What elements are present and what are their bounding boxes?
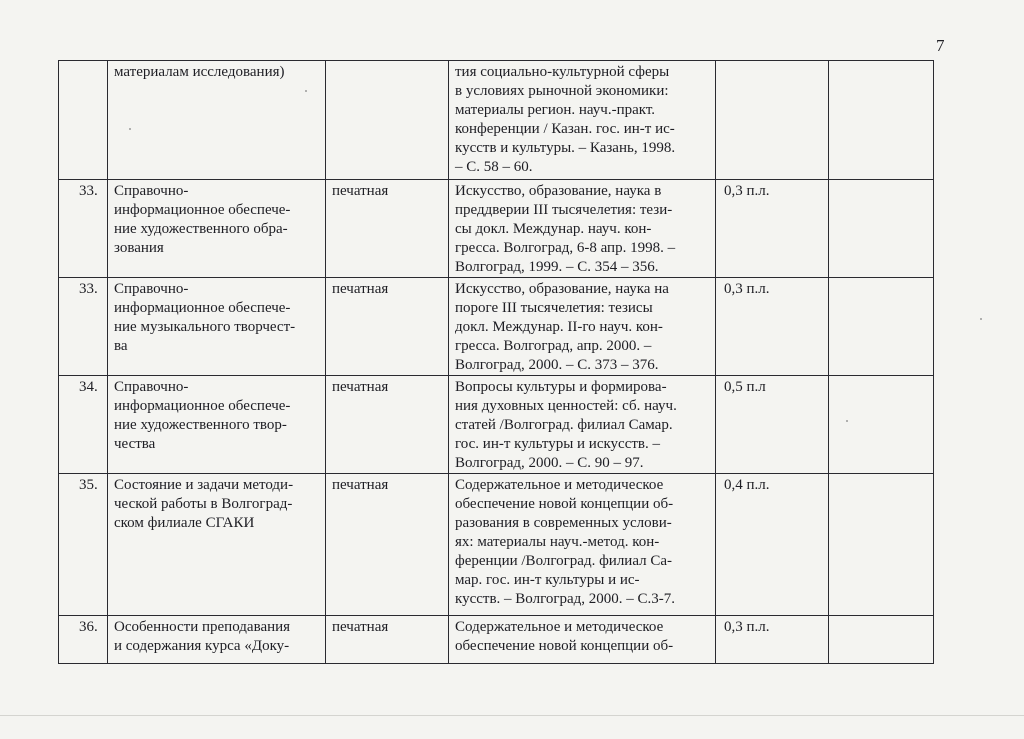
title-line: ние художественного обра- xyxy=(114,221,288,237)
scan-speck xyxy=(846,420,848,422)
source-cell xyxy=(449,180,716,278)
row-number-cell: 36. xyxy=(59,616,108,664)
title-line: материалам исследования) xyxy=(114,64,285,80)
source-line: ях: материалы науч.-метод. кон- xyxy=(455,534,660,550)
source-line: Искусство, образование, наука в xyxy=(455,183,662,199)
source-cell xyxy=(449,61,716,180)
title-cell xyxy=(108,616,326,664)
title-line: ние художественного твор- xyxy=(114,417,287,433)
source-line: статей /Волгоград. филиал Самар. xyxy=(455,417,673,433)
coauthors-cell xyxy=(829,616,934,664)
table-row xyxy=(59,61,934,180)
form-cell: печатная xyxy=(326,474,449,616)
table-row xyxy=(59,616,934,664)
title-line: чества xyxy=(114,436,156,452)
table-row xyxy=(59,180,934,278)
form-cell: печатная xyxy=(326,278,449,376)
source-line: Искусство, образование, наука на xyxy=(455,281,669,297)
source-line: гос. ин-т культуры и искусств. – xyxy=(455,436,661,452)
source-cell xyxy=(449,474,716,616)
source-line: обеспечение новой концепции об- xyxy=(455,638,674,654)
form-cell: печатная xyxy=(326,616,449,664)
row-number-cell xyxy=(59,61,108,180)
scan-speck xyxy=(980,318,982,320)
title-line: ческой работы в Волгоград- xyxy=(114,496,293,512)
source-line: обеспечение новой концепции об- xyxy=(455,496,674,512)
table-row xyxy=(59,278,934,376)
source-line: тия социально-культурной сферы xyxy=(455,64,670,80)
title-line: Справочно- xyxy=(114,281,189,297)
volume-cell: 0,4 п.л. xyxy=(716,474,829,616)
table-row xyxy=(59,376,934,474)
volume-cell: 0,3 п.л. xyxy=(716,616,829,664)
coauthors-cell xyxy=(829,474,934,616)
scan-speck xyxy=(305,90,307,92)
title-cell xyxy=(108,61,326,180)
source-line: в условиях рыночной экономики: xyxy=(455,83,669,99)
table-row xyxy=(59,474,934,616)
title-line: информационное обеспече- xyxy=(114,398,291,414)
form-cell xyxy=(326,61,449,180)
coauthors-cell xyxy=(829,278,934,376)
coauthors-cell xyxy=(829,180,934,278)
row-number-cell: 33. xyxy=(59,278,108,376)
form-cell: печатная xyxy=(326,180,449,278)
row-number-cell: 33. xyxy=(59,180,108,278)
source-line: Волгоград, 2000. – С. 90 – 97. xyxy=(455,455,644,471)
title-line: зования xyxy=(114,240,164,256)
scan-speck xyxy=(129,128,131,130)
source-line: разования в современных услови- xyxy=(455,515,672,531)
row-number-cell: 35. xyxy=(59,474,108,616)
scan-edge-line xyxy=(0,715,1024,716)
source-cell xyxy=(449,616,716,664)
source-line: ния духовных ценностей: сб. науч. xyxy=(455,398,677,414)
title-line: ском филиале СГАКИ xyxy=(114,515,255,531)
source-line: конференции / Казан. гос. ин-т ис- xyxy=(455,121,675,137)
source-line: Вопросы культуры и формирова- xyxy=(455,379,667,395)
title-line: ние музыкального творчест- xyxy=(114,319,296,335)
title-line: Справочно- xyxy=(114,183,189,199)
title-cell xyxy=(108,180,326,278)
form-cell: печатная xyxy=(326,376,449,474)
source-line: Содержательное и методическое xyxy=(455,619,664,635)
title-line: ва xyxy=(114,338,128,354)
source-line: гресса. Волгоград, апр. 2000. – xyxy=(455,338,652,354)
volume-cell xyxy=(716,61,829,180)
title-line: Справочно- xyxy=(114,379,189,395)
title-line: Особенности преподавания xyxy=(114,619,291,635)
title-line: информационное обеспече- xyxy=(114,300,291,316)
source-cell xyxy=(449,278,716,376)
source-line: Содержательное и методическое xyxy=(455,477,664,493)
source-cell xyxy=(449,376,716,474)
title-cell xyxy=(108,474,326,616)
source-line: докл. Междунар. II-го науч. кон- xyxy=(455,319,663,335)
source-line: ференции /Волгоград. филиал Са- xyxy=(455,553,673,569)
publications-table xyxy=(58,60,934,664)
title-cell xyxy=(108,278,326,376)
source-line: – С. 58 – 60. xyxy=(455,159,533,175)
source-line: кусств и культуры. – Казань, 1998. xyxy=(455,140,676,156)
source-line: кусств. – Волгоград, 2000. – С.3-7. xyxy=(455,591,676,607)
source-line: Волгоград, 1999. – С. 354 – 356. xyxy=(455,259,659,275)
source-line: материалы регион. науч.-практ. xyxy=(455,102,656,118)
title-cell xyxy=(108,376,326,474)
volume-cell: 0,3 п.л. xyxy=(716,278,829,376)
volume-cell: 0,5 п.л xyxy=(716,376,829,474)
volume-cell: 0,3 п.л. xyxy=(716,180,829,278)
title-line: информационное обеспече- xyxy=(114,202,291,218)
coauthors-cell xyxy=(829,61,934,180)
source-line: сы докл. Междунар. науч. кон- xyxy=(455,221,652,237)
source-line: мар. гос. ин-т культуры и ис- xyxy=(455,572,640,588)
title-line: Состояние и задачи методи- xyxy=(114,477,294,493)
source-line: Волгоград, 2000. – С. 373 – 376. xyxy=(455,357,659,373)
page-number: 7 xyxy=(936,36,945,55)
source-line: пороге III тысячелетия: тезисы xyxy=(455,300,653,316)
source-line: преддверии III тысячелетия: тези- xyxy=(455,202,673,218)
row-number-cell: 34. xyxy=(59,376,108,474)
coauthors-cell xyxy=(829,376,934,474)
source-line: гресса. Волгоград, 6-8 апр. 1998. – xyxy=(455,240,676,256)
title-line: и содержания курса «Доку- xyxy=(114,638,290,654)
